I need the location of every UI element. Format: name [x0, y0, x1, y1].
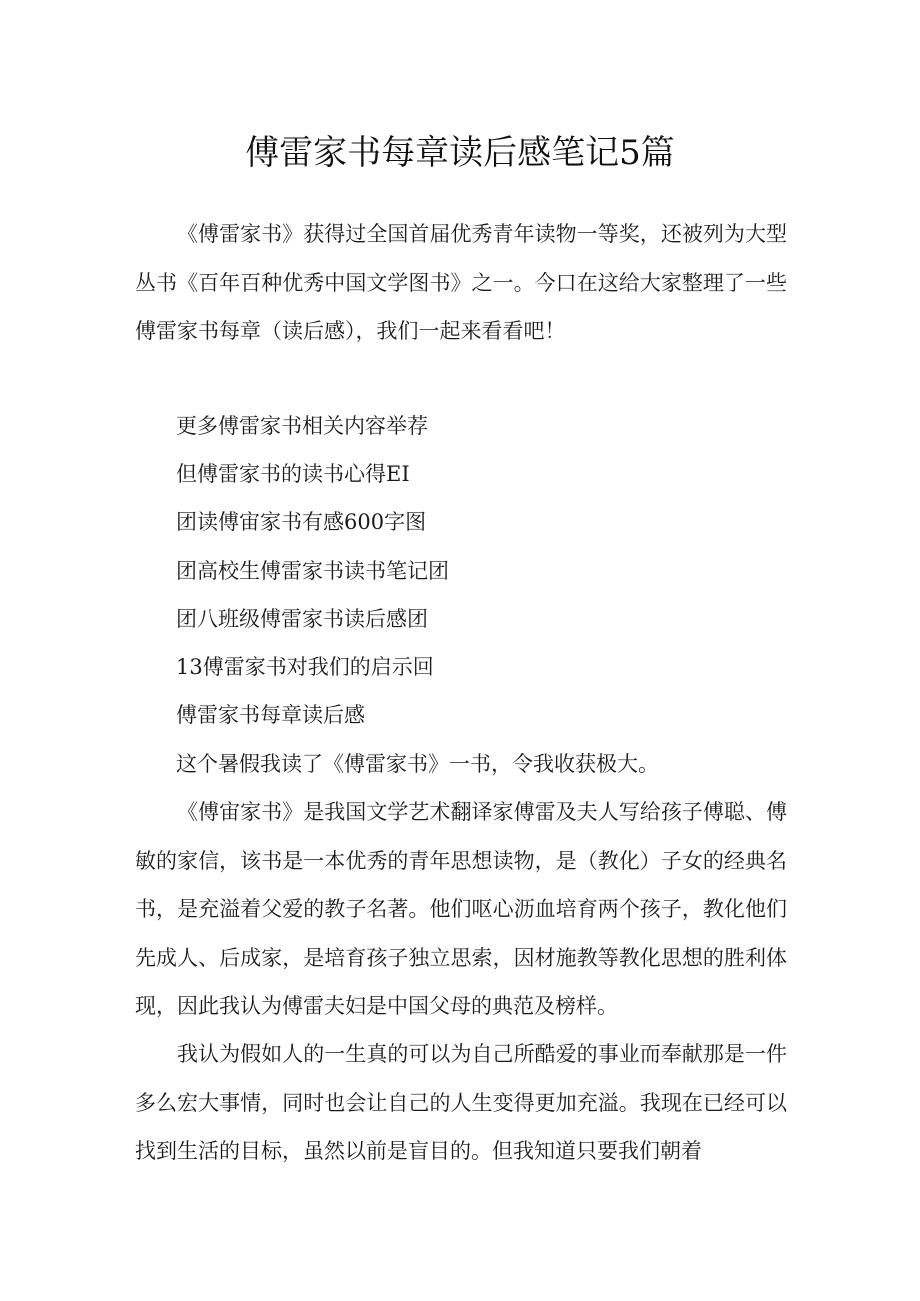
body-paragraph-1: 《傅宙家书》是我国文学艺术翻译家傅雷及夫人写给孩子傅聪、傅敏的家信，该书是一本优秀的青年思想读物，是（教化）子女的经典名书，是充溢着父爱的教子名著。他们呕心沥血培育两个孩子，教化他们先成人、后成家，是培育孩子独立思索，因材施教等教化思想的胜利体现，因此我认为傅雷夫妇是中国父母的典范及榜样。	[135, 800, 787, 1018]
body-paragraph-2: 我认为假如人的一生真的可以为自己所酷爱的事业而奉献那是一件多么宏大事情，同时也会让自己的人生变得更加充溢。我现在已经可以找到生活的目标，虽然以前是盲目的。但我知道只要我们朝着	[135, 1042, 787, 1163]
document-title: 傅雷家书每章读后感笔记5篇	[245, 133, 675, 173]
related-link-2[interactable]: 但傅雷家书的读书心得EI	[176, 462, 410, 486]
related-link-5[interactable]: 团八班级傅雷家书读后感团	[176, 607, 428, 631]
related-link-3[interactable]: 团读傅宙家书有感600字图	[176, 510, 427, 534]
section-opening-line: 这个暑假我读了《傅雷家书》一书，令我收获极大。	[176, 752, 659, 776]
related-link-4[interactable]: 团高校生傅雷家书读书笔记团	[176, 559, 449, 583]
related-link-1[interactable]: 更多傅雷家书相关内容举荐	[176, 414, 428, 438]
intro-paragraph: 《傅雷家书》获得过全国首届优秀青年读物一等奖，还被列为大型丛书《百年百种优秀中国文学图书》之一。今口在这给大家整理了一些傅雷家书每章（读后感），我们一起来看看吧！	[135, 222, 787, 343]
section-heading: 傅雷家书每章读后感	[176, 703, 365, 727]
related-link-6[interactable]: 13傅雷家书对我们的启示回	[176, 655, 434, 679]
